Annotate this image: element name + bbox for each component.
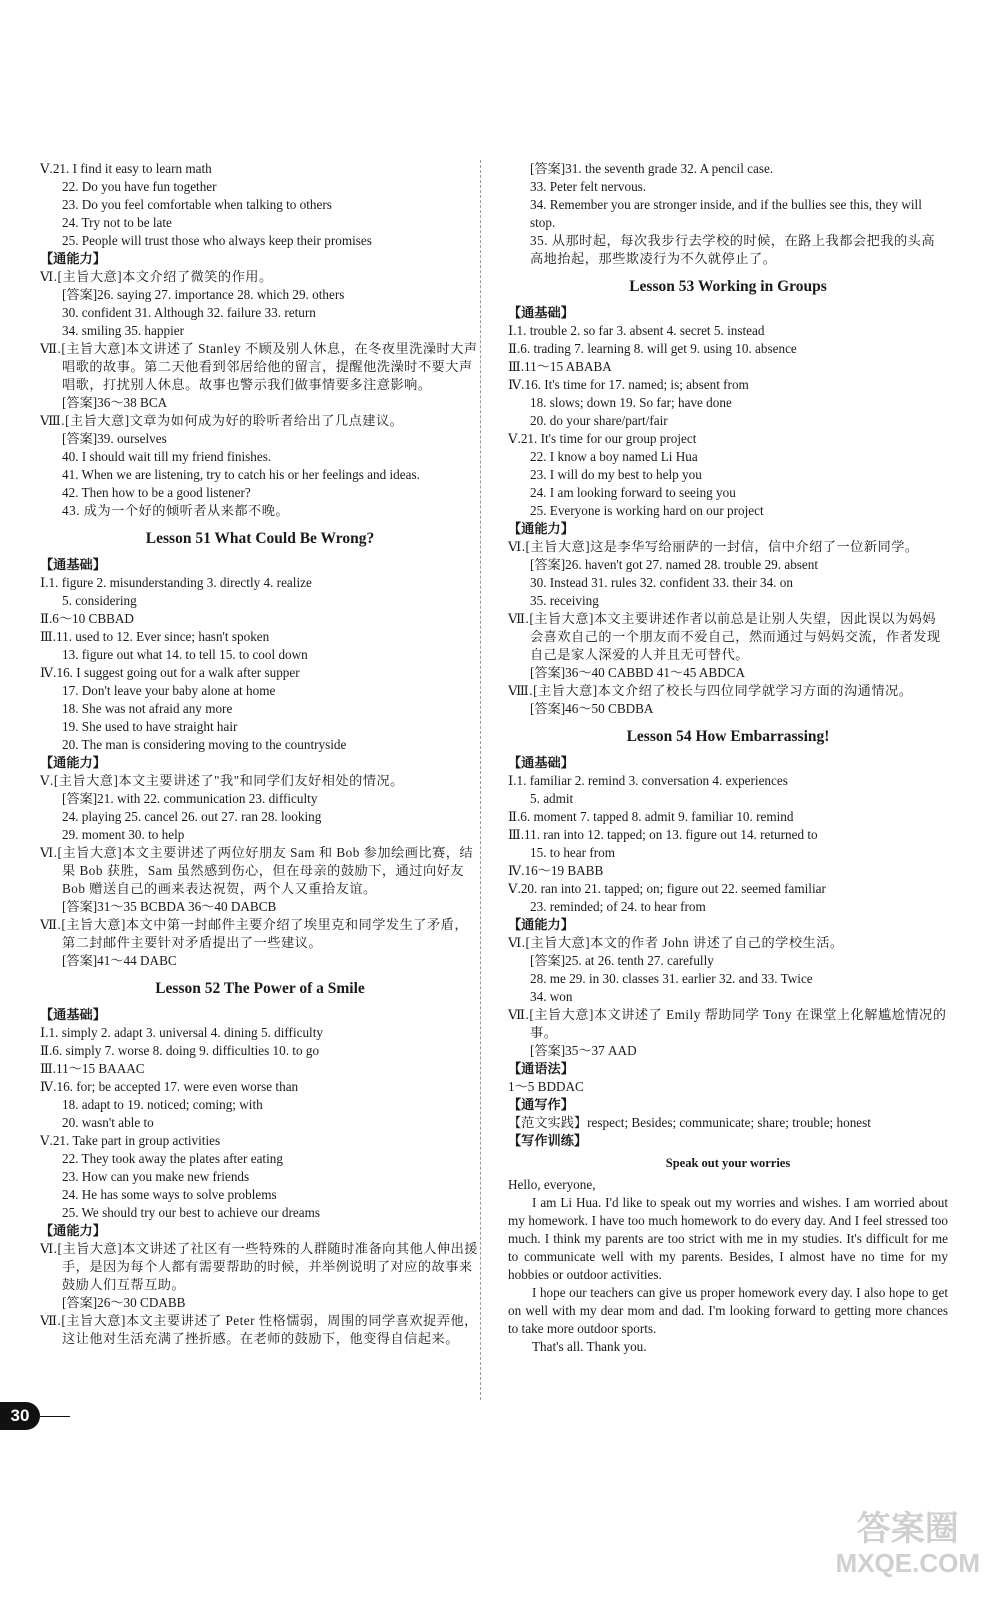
section-label: 【通基础】	[508, 305, 574, 320]
answer-line: Ⅴ.21. Take part in group activities	[40, 1133, 221, 1148]
section-label: 【通能力】	[40, 755, 106, 770]
answer-line: 15. to hear from	[530, 845, 615, 860]
answer-line: Ⅵ.[主旨大意]本文主要讲述了两位好朋友 Sam 和 Bob 参加绘画比赛，结果 Bob 获胜，Sam 虽然感到伤心，但在母亲的鼓励下，通过向好友 Bob 赠送自己的画来表达祝贺，两个人又重拾友谊。	[40, 845, 474, 896]
answer-line: Ⅵ.[主旨大意]本文介绍了微笑的作用。	[40, 269, 273, 284]
section-label: 【通基础】	[508, 755, 574, 770]
answer-line: 41. When we are listening, try to catch his or her feelings and ideas.	[62, 467, 420, 482]
answer-line: 18. slows; down 19. So far; have done	[530, 395, 732, 410]
answer-line: 23. I will do my best to help you	[530, 467, 702, 482]
answer-line: [答案]26～30 CDABB	[62, 1295, 186, 1310]
answer-line: 25. We should try our best to achieve our dreams	[62, 1205, 320, 1220]
answer-line: 5. considering	[62, 593, 137, 608]
answer-line: 20. do your share/part/fair	[530, 413, 668, 428]
answer-line: 【范文实践】respect; Besides; communicate; share; trouble; honest	[508, 1115, 871, 1130]
answer-line: 17. Don't leave your baby alone at home	[62, 683, 276, 698]
answer-line: Ⅱ.6. simply 7. worse 8. doing 9. difficulties 10. to go	[40, 1043, 320, 1058]
section-label: 【写作训练】	[508, 1133, 588, 1148]
answer-line: 22. I know a boy named Li Hua	[530, 449, 698, 464]
answer-line: Ⅶ.[主旨大意]本文讲述了 Stanley 不顾及别人休息，在冬夜里洗澡时大声唱歌的故事。第二天他看到邻居给他的留言，提醒他洗澡时不要大声唱歌，打扰别人休息。故事也警示我们做事情要多注意影响。	[40, 341, 478, 392]
answer-line: [答案]21. with 22. communication 23. difficulty	[62, 791, 318, 806]
answer-line: Ⅶ.[主旨大意]本文讲述了 Emily 帮助同学 Tony 在课堂上化解尴尬情况的事。	[508, 1007, 947, 1040]
answer-line: Ⅳ.16～19 BABB	[508, 863, 604, 878]
answer-line: [答案]25. at 26. tenth 27. carefully	[530, 953, 714, 968]
answer-line: 20. The man is considering moving to the countryside	[62, 737, 347, 752]
answer-line: [答案]35～37 AAD	[530, 1043, 637, 1058]
lesson-heading: Lesson 52 The Power of a Smile	[155, 980, 365, 997]
answer-line: 35. 从那时起，每次我步行去学校的时候，在路上我都会把我的头高高地抬起，那些欺凌行为不久就停止了。	[530, 233, 936, 266]
section-label: 【通能力】	[508, 521, 574, 536]
answer-line: Ⅲ.11～15 ABABA	[508, 359, 612, 374]
answer-line: Ⅰ.1. familiar 2. remind 3. conversation 4. experiences	[508, 773, 788, 788]
answer-line: 23. How can you make new friends	[62, 1169, 250, 1184]
watermark	[836, 1512, 980, 1580]
answer-line: Ⅲ.11. ran into 12. tapped; on 13. figure out 14. returned to	[508, 827, 818, 842]
answer-line: 23. Do you feel comfortable when talking to others	[62, 197, 332, 212]
section-label: 【通语法】	[508, 1061, 574, 1076]
answer-line: Ⅶ.[主旨大意]本文主要讲述了 Peter 性格懦弱，周围的同学喜欢捉弄他，这让他对生活充满了挫折感。在老师的鼓励下，他变得自信起来。	[40, 1313, 478, 1346]
essay-paragraph: That's all. Thank you.	[532, 1339, 647, 1354]
answer-line: 43. 成为一个好的倾听者从来都不晚。	[62, 503, 290, 518]
answer-line: [答案]26. haven't got 27. named 28. trouble 29. absent	[530, 557, 819, 572]
answer-line: Ⅵ.[主旨大意]本文的作者 John 讲述了自己的学校生活。	[508, 935, 844, 950]
answer-line: Ⅰ.1. simply 2. adapt 3. universal 4. dining 5. difficulty	[40, 1025, 323, 1040]
answer-line: [答案]46～50 CBDBA	[530, 701, 654, 716]
answer-line: 24. Try not to be late	[62, 215, 172, 230]
answer-line: [答案]26. saying 27. importance 28. which 29. others	[62, 287, 345, 302]
answer-line: Ⅳ.16. It's time for 17. named; is; absent from	[508, 377, 749, 392]
answer-line: 40. I should wait till my friend finishes.	[62, 449, 272, 464]
answer-line: 34. Remember you are stronger inside, and if the bullies see this, they will stop.	[530, 197, 922, 230]
section-label: 【通能力】	[508, 917, 574, 932]
answer-line: 35. receiving	[530, 593, 599, 608]
section-label: 【通能力】	[40, 251, 106, 266]
section-label: 【通能力】	[40, 1223, 106, 1238]
page-number: 30	[0, 1402, 40, 1430]
answer-line: [答案]41～44 DABC	[62, 953, 177, 968]
answer-line: Ⅴ.20. ran into 21. tapped; on; figure out 22. seemed familiar	[508, 881, 826, 896]
lesson-heading: Lesson 53 Working in Groups	[629, 278, 827, 295]
answer-line: Ⅴ.21. I find it easy to learn math	[40, 161, 212, 176]
right-column	[508, 160, 948, 1356]
answer-line: Ⅲ.11. used to 12. Ever since; hasn't spoken	[40, 629, 270, 644]
right-answers	[508, 160, 948, 1150]
answer-line: Ⅵ.[主旨大意]本文讲述了社区有一些特殊的人群随时准备向其他人伸出援手，是因为每个人都有需要帮助的时候，并举例说明了对应的故事来鼓励人们互帮互助。	[40, 1241, 478, 1292]
section-label: 【通写作】	[508, 1097, 574, 1112]
answer-line: Ⅷ.[主旨大意]文章为如何成为好的聆听者给出了几点建议。	[40, 413, 404, 428]
answer-line: 19. She used to have straight hair	[62, 719, 238, 734]
answer-line: Ⅴ.[主旨大意]本文主要讲述了"我"和同学们友好相处的情况。	[40, 773, 404, 788]
essay-paragraph: I am Li Hua. I'd like to speak out my worries and wishes. I am worried about my homework. I have too much homework to do every day. And I feel stressed too much. I think my parents are too strict with me in my studies. It's difficult for me to communicate well with my parents. Besides, I almost have no time for my hobbies or outdoor activities.	[508, 1195, 948, 1282]
answer-line: 28. me 29. in 30. classes 31. earlier 32. and 33. Twice	[530, 971, 813, 986]
answer-line: [答案]31～35 BCBDA 36～40 DABCB	[62, 899, 277, 914]
answer-line: 22. They took away the plates after eating	[62, 1151, 283, 1166]
answer-line: 30. Instead 31. rules 32. confident 33. their 34. on	[530, 575, 793, 590]
watermark-cn: 答案圈	[856, 1510, 959, 1548]
section-label: 【通基础】	[40, 557, 106, 572]
essay-paragraph: Hello, everyone,	[508, 1177, 596, 1192]
answer-line: 20. wasn't able to	[62, 1115, 154, 1130]
watermark-url: MXQE.COM	[835, 1548, 980, 1578]
answer-line: Ⅱ.6～10 CBBAD	[40, 611, 134, 626]
answer-line: 42. Then how to be a good listener?	[62, 485, 251, 500]
answer-line: 30. confident 31. Although 32. failure 33. return	[62, 305, 316, 320]
answer-line: [答案]39. ourselves	[62, 431, 167, 446]
answer-line: Ⅳ.16. I suggest going out for a walk after supper	[40, 665, 300, 680]
answer-line: 33. Peter felt nervous.	[530, 179, 647, 194]
answer-line: Ⅱ.6. trading 7. learning 8. will get 9. using 10. absence	[508, 341, 797, 356]
answer-line: Ⅲ.11～15 BAAAC	[40, 1061, 145, 1076]
essay	[508, 1154, 948, 1356]
answer-line: 18. adapt to 19. noticed; coming; with	[62, 1097, 263, 1112]
answer-line: Ⅷ.[主旨大意]本文介绍了校长与四位同学就学习方面的沟通情况。	[508, 683, 913, 698]
answer-line: 22. Do you have fun together	[62, 179, 217, 194]
answer-line: Ⅰ.1. figure 2. misunderstanding 3. directly 4. realize	[40, 575, 312, 590]
page-number-rule	[40, 1416, 70, 1417]
answer-line: Ⅱ.6. moment 7. tapped 8. admit 9. familiar 10. remind	[508, 809, 794, 824]
answer-line: 24. He has some ways to solve problems	[62, 1187, 277, 1202]
answer-line: Ⅰ.1. trouble 2. so far 3. absent 4. secret 5. instead	[508, 323, 765, 338]
answer-line: [答案]36～40 CABBD 41～45 ABDCA	[530, 665, 746, 680]
answer-line: 1～5 BDDAC	[508, 1079, 584, 1094]
answer-line: 24. I am looking forward to seeing you	[530, 485, 736, 500]
answer-line: 18. She was not afraid any more	[62, 701, 233, 716]
answer-line: 25. Everyone is working hard on our project	[530, 503, 764, 518]
answer-line: Ⅵ.[主旨大意]这是李华写给丽萨的一封信，信中介绍了一位新同学。	[508, 539, 919, 554]
answer-line: Ⅶ.[主旨大意]本文中第一封邮件主要介绍了埃里克和同学发生了矛盾，第二封邮件主要针对矛盾提出了一些建议。	[40, 917, 469, 950]
answer-line: [答案]31. the seventh grade 32. A pencil case.	[530, 161, 774, 176]
column-divider	[480, 160, 481, 1400]
lesson-heading: Lesson 51 What Could Be Wrong?	[145, 530, 375, 547]
answer-line: 5. admit	[530, 791, 574, 806]
answer-line: 34. won	[530, 989, 573, 1004]
answer-line: [答案]36～38 BCA	[62, 395, 168, 410]
essay-title: Speak out your worries	[665, 1156, 791, 1170]
left-column	[40, 160, 480, 1348]
answer-line: 25. People will trust those who always keep their promises	[62, 233, 372, 248]
answer-line: 13. figure out what 14. to tell 15. to cool down	[62, 647, 308, 662]
answer-line: Ⅶ.[主旨大意]本文主要讲述作者以前总是让别人失望，因此误以为妈妈会喜欢自己的一个朋友而不爱自己，然而通过与妈妈交流，作者发现自己是家人深爱的人并且无可替代。	[508, 611, 941, 662]
answer-line: 34. smiling 35. happier	[62, 323, 184, 338]
answer-line: 23. reminded; of 24. to hear from	[530, 899, 706, 914]
answer-line: Ⅴ.21. It's time for our group project	[508, 431, 697, 446]
answer-line: 29. moment 30. to help	[62, 827, 185, 842]
section-label: 【通基础】	[40, 1007, 106, 1022]
lesson-heading: Lesson 54 How Embarrassing!	[626, 728, 830, 745]
essay-paragraph: I hope our teachers can give us proper homework every day. I also hope to get on well with my dear mom and dad. I'm looking forward to getting more chances to take more outdoor sports.	[508, 1285, 948, 1336]
answer-line: 24. playing 25. cancel 26. out 27. ran 28. looking	[62, 809, 322, 824]
answer-line: Ⅳ.16. for; be accepted 17. were even worse than	[40, 1079, 299, 1094]
